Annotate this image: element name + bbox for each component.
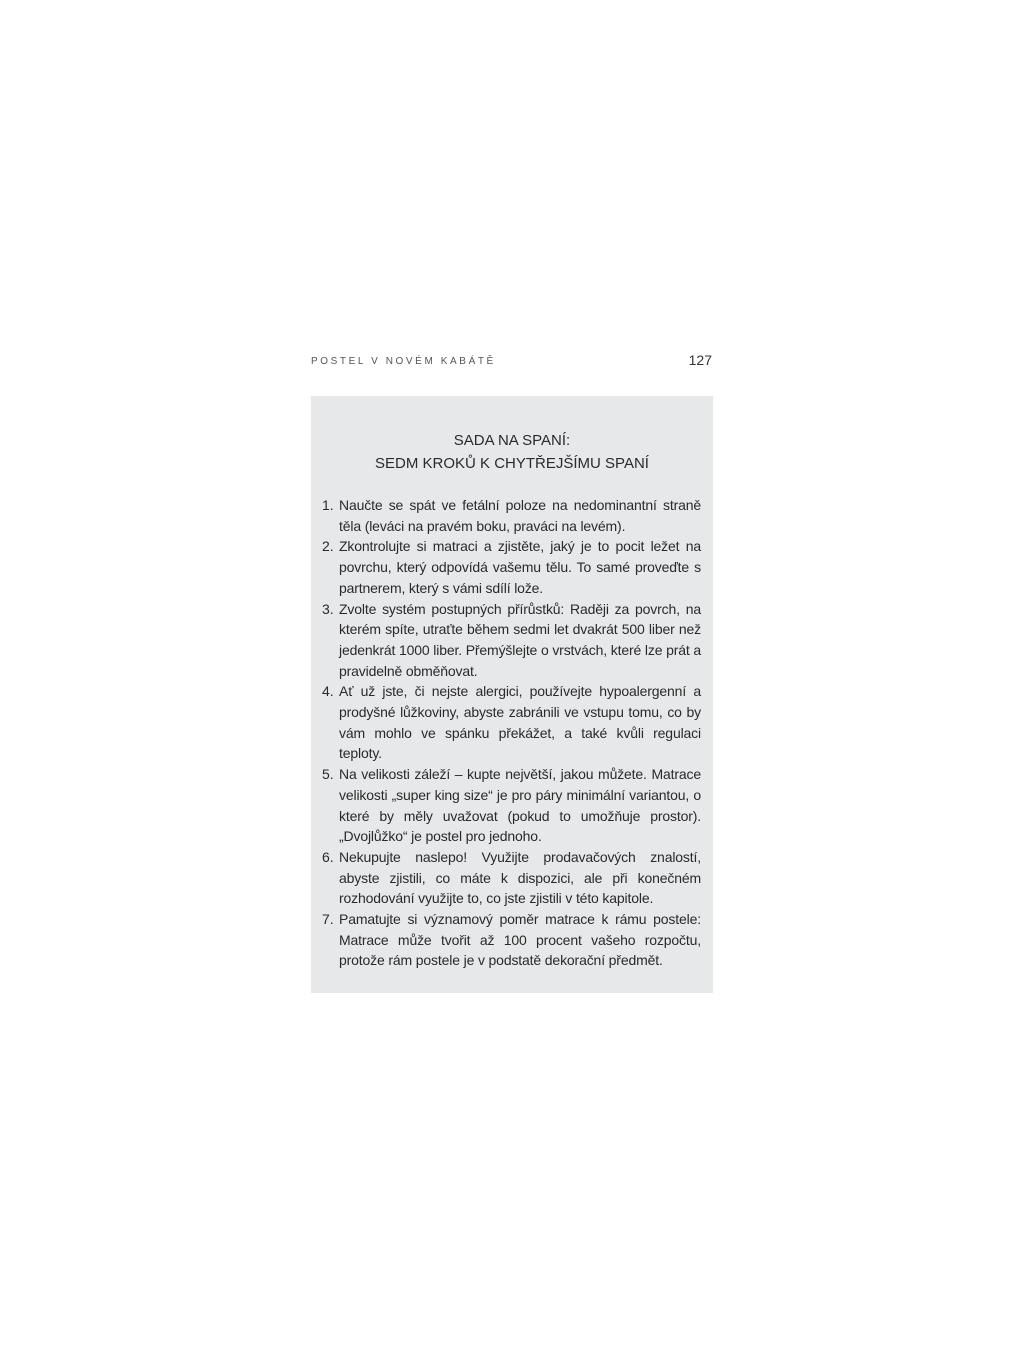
page-number: 127 bbox=[688, 352, 712, 368]
step-text: Pamatujte si významový poměr matrace k rámu postele: Matrace může tvořit až 100 procent vašeho rozpočtu, protože rám postele je v podstatě dekorační předmět. bbox=[339, 911, 701, 969]
step-text: Nekupujte naslepo! Využijte prodavačových znalostí, abyste zjistili, co máte k dispozici, ale při konečném rozhodování využijte to, co jste zjistili v této kapitole. bbox=[339, 848, 701, 907]
step-text: Zvolte systém postupných přírůstků: Raději za povrch, na kterém spíte, utraťte během sedmi let dvakrát 500 liber než jedenkrát 1000 liber. Přemýšlejte o vrstvách, které lze prát a pravidelně obměňovat. bbox=[339, 600, 701, 679]
list-item bbox=[311, 495, 713, 536]
running-head-title: POSTEL V NOVÉM KABÁTĚ bbox=[311, 356, 496, 367]
box-title bbox=[311, 429, 713, 475]
steps-list bbox=[311, 495, 713, 971]
step-number: 4. bbox=[322, 683, 334, 700]
box-title-line-1: SADA NA SPANÍ: bbox=[453, 432, 571, 449]
list-item bbox=[311, 909, 713, 971]
list-item bbox=[311, 599, 713, 682]
step-number: 5. bbox=[322, 766, 334, 783]
step-number: 7. bbox=[322, 911, 334, 928]
list-item bbox=[311, 764, 713, 847]
sidebar-box bbox=[311, 396, 713, 993]
step-number: 1. bbox=[322, 497, 334, 513]
step-text: Zkontrolujte si matraci a zjistěte, jaký je to pocit ležet na povrchu, který odpovídá vašemu tělu. To samé proveďte s partnerem, který s vámi sdílí lože. bbox=[339, 538, 701, 596]
list-item bbox=[311, 681, 713, 764]
step-text: Na velikosti záleží – kupte největší, jakou můžete. Matrace velikosti „super king size“ je pro páry minimální variantou, o které by měly uvažovat (pokud to umožňuje prostor). „Dvojlůžko“ je postel pro jednoho. bbox=[339, 766, 701, 845]
step-number: 2. bbox=[322, 538, 334, 555]
box-title-line-2: SEDM KROKŮ K CHYTŘEJŠÍMU SPANÍ bbox=[375, 455, 649, 472]
list-item bbox=[311, 536, 713, 598]
list-item bbox=[311, 847, 713, 909]
step-text: Ať už jste, či nejste alergici, používejte hypoalergenní a prodyšné lůžkoviny, abyste zabránili ve vstupu tomu, co by vám mohlo ve spánku překážet, a také kvůli regulaci teploty. bbox=[339, 683, 701, 762]
step-number: 3. bbox=[322, 600, 334, 617]
step-text: Naučte se spát ve fetální poloze na nedominantní straně těla (leváci na pravém boku, praváci na levém). bbox=[339, 497, 701, 534]
step-number: 6. bbox=[322, 848, 334, 865]
